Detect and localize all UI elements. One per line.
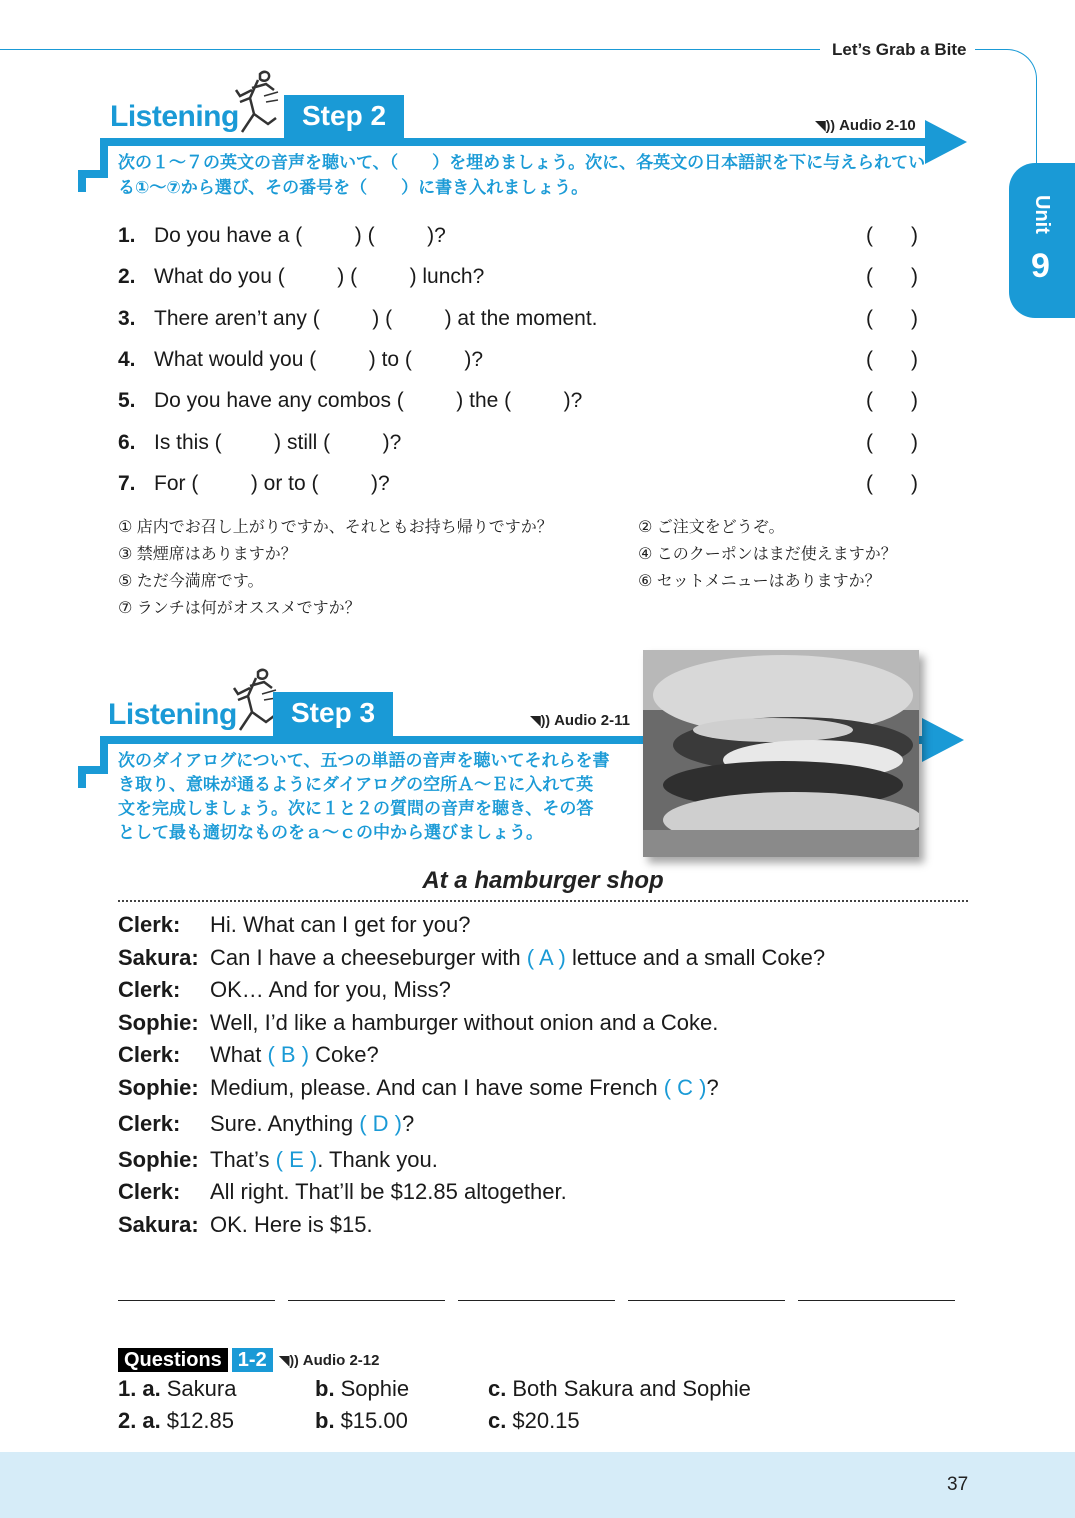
- step3-bracket: [100, 736, 108, 768]
- step3-instruction-line: き取り、意味が通るようにダイアログの空所Ａ～Ｅに入れて英: [118, 775, 594, 794]
- question-text: What would you ( ) to ( )?: [154, 348, 484, 371]
- choice-label: c.: [488, 1376, 507, 1401]
- answer-box-open: (: [866, 348, 873, 371]
- translation-1: ① 店内でお召し上がりですか、それともお持ち帰りですか？: [118, 519, 553, 536]
- answer-box[interactable]: [866, 224, 918, 248]
- translation-3: ③ 禁煙席はありますか？: [118, 546, 297, 563]
- dialog-title-divider: [118, 900, 968, 902]
- dialog-text: Hi. What can I get for you?: [210, 912, 471, 937]
- speaker-name: Clerk:: [118, 1111, 181, 1136]
- dialog-text-after: ?: [401, 1111, 415, 1136]
- translation-7: ⑦ ランチは何がオススメですか？: [118, 600, 361, 617]
- answer-line-c[interactable]: [458, 1300, 615, 1301]
- speaker-name: Sophie:: [118, 1075, 199, 1100]
- step2-bracket: [100, 138, 108, 170]
- dialog-title: At a hamburger shop: [422, 867, 664, 894]
- answer-box[interactable]: [866, 348, 918, 372]
- dialog-line: [118, 1042, 379, 1074]
- translation-4: ④ このクーポンはまだ使えますか？: [638, 546, 897, 563]
- choice-a[interactable]: [118, 1408, 234, 1434]
- questions-label: Questions: [118, 1348, 228, 1372]
- dialog-blank: ( E ): [275, 1147, 318, 1172]
- step3-audio: [530, 712, 630, 729]
- choice-a[interactable]: [118, 1376, 236, 1402]
- speaker-name: Clerk:: [118, 1179, 181, 1204]
- choice-text: Sakura: [166, 1376, 237, 1401]
- page-number: 37: [947, 1474, 969, 1495]
- choice-row: [118, 1376, 818, 1406]
- question-number: 5.: [118, 389, 136, 412]
- question-number: 1.: [118, 224, 136, 247]
- step2-instruction: [118, 150, 978, 200]
- dialog-text: Well, I’d like a hamburger without onion and a Coke.: [210, 1010, 719, 1035]
- choice-label: a.: [142, 1408, 161, 1433]
- questions-audio-label: Audio 2-12: [302, 1351, 380, 1369]
- choice-b[interactable]: [315, 1376, 409, 1402]
- question-row: [118, 431, 918, 461]
- answer-box-open: (: [866, 307, 873, 330]
- step3-listening-label: Listening: [108, 698, 237, 731]
- dialog-text-after: ?: [706, 1075, 719, 1100]
- hamburger-photo: [643, 650, 919, 857]
- answer-box[interactable]: [866, 472, 918, 496]
- footer-band: [0, 1452, 1075, 1518]
- answer-box[interactable]: [866, 307, 918, 331]
- dialog-line: [118, 912, 470, 944]
- step3-instruction-line: として最も適切なものをａ～ｃの中から選びましょう。: [118, 823, 543, 842]
- question-number: 2.: [118, 265, 136, 288]
- dialog-line: [118, 1179, 567, 1211]
- questions-header: [118, 1348, 379, 1372]
- unit-word: Unit: [1031, 195, 1053, 234]
- question-number: 3.: [118, 307, 136, 330]
- audio-wave-icon: ◥)): [530, 712, 551, 728]
- dialog-line: [118, 1010, 718, 1042]
- step3-instruction-line: 文を完成しましょう。次に１と２の質問の音声を聴き、その答: [118, 799, 594, 818]
- dialog-line: [118, 1212, 373, 1244]
- dialog-text: That’s: [210, 1147, 276, 1172]
- answer-box-close: ): [911, 348, 918, 371]
- dialog-line: [118, 1147, 438, 1179]
- question-text: Do you have any combos ( ) the ( )?: [154, 389, 583, 412]
- step2-bar: [100, 138, 940, 146]
- questions-range: 1-2: [232, 1348, 273, 1372]
- answer-line-b[interactable]: [288, 1300, 445, 1301]
- choice-label: c.: [488, 1408, 507, 1433]
- dialog-text: Can I have a cheeseburger with: [210, 945, 527, 970]
- dialog-text-after: lettuce and a small Coke?: [565, 945, 826, 970]
- questions-audio: [279, 1352, 380, 1369]
- dialog-text: OK. Here is $15.: [210, 1212, 373, 1237]
- translation-5: ⑤ ただ今満席です。: [118, 573, 264, 590]
- question-row: [118, 224, 918, 254]
- dialog-blank: ( D ): [359, 1111, 402, 1136]
- step2-audio-label: Audio 2-10: [839, 117, 916, 134]
- speaker-name: Sakura:: [118, 1212, 199, 1237]
- step2-listening-label: Listening: [110, 100, 239, 133]
- choice-text: $12.85: [166, 1408, 235, 1433]
- dialog-text: Medium, please. And can I have some French: [210, 1075, 664, 1100]
- dialog-text: All right. That’ll be $12.85 altogether.: [210, 1179, 567, 1204]
- speaker-name: Sophie:: [118, 1010, 199, 1035]
- choice-text: $15.00: [340, 1408, 408, 1433]
- dialog-text-after: Coke?: [309, 1042, 379, 1067]
- translation-6: ⑥ セットメニューはありますか？: [638, 573, 881, 590]
- choice-text: Sophie: [340, 1376, 410, 1401]
- choice-label: a.: [142, 1376, 161, 1401]
- step3-bracket-stem: [78, 766, 86, 788]
- step3-badge: Step 3: [273, 692, 393, 736]
- step3-arrow: [922, 718, 964, 762]
- dialog-text-after: . Thank you.: [317, 1147, 438, 1172]
- dialog-line: [118, 1111, 414, 1143]
- step2-bracket-stem: [78, 170, 86, 192]
- question-text: What do you ( ) ( ) lunch?: [154, 265, 485, 288]
- dialog-text: What: [210, 1042, 268, 1067]
- choice-label: b.: [315, 1408, 335, 1433]
- question-row: [118, 348, 918, 378]
- step3-instruction-line: 次のダイアログについて、五つの単語の音声を聴いてそれらを書: [118, 751, 610, 770]
- answer-box-open: (: [866, 224, 873, 247]
- question-number: 4.: [118, 348, 136, 371]
- dialog-text: Sure. Anything: [210, 1111, 360, 1136]
- step2-audio: [815, 117, 916, 134]
- step3-audio-label: Audio 2-11: [554, 712, 630, 729]
- runner-icon: [228, 66, 280, 138]
- translation-2: ② ご注文をどうぞ。: [638, 519, 785, 536]
- choice-b[interactable]: [315, 1408, 408, 1434]
- unit-number: 9: [1031, 247, 1050, 285]
- dialog-blank: ( B ): [267, 1042, 310, 1067]
- dialog-text: OK… And for you, Miss?: [210, 977, 451, 1002]
- speaker-name: Sakura:: [118, 945, 199, 970]
- question-text: For ( ) or to ( )?: [154, 472, 390, 495]
- dialog-line: [118, 977, 451, 1009]
- choice-label: 1.: [118, 1376, 137, 1401]
- choice-label: 2.: [118, 1408, 137, 1433]
- choice-text: Both Sakura and Sophie: [512, 1376, 751, 1401]
- answer-box-open: (: [866, 472, 873, 495]
- header-rule: [0, 49, 820, 50]
- question-row: [118, 307, 918, 337]
- answer-box-close: ): [911, 431, 918, 454]
- answer-box[interactable]: [866, 265, 918, 289]
- choice-c[interactable]: [488, 1408, 580, 1434]
- answer-box-open: (: [866, 389, 873, 412]
- step3-instruction: [118, 749, 638, 845]
- question-row: [118, 265, 918, 295]
- choice-label: b.: [315, 1376, 335, 1401]
- question-row: [118, 472, 918, 502]
- answer-box-close: ): [911, 389, 918, 412]
- answer-line-e[interactable]: [798, 1300, 955, 1301]
- choice-text: $20.15: [512, 1408, 580, 1433]
- question-row: [118, 389, 918, 419]
- speaker-name: Clerk:: [118, 1042, 181, 1067]
- dialog-line: [118, 945, 825, 977]
- dialog-blank: ( A ): [526, 945, 566, 970]
- dialog-line: [118, 1075, 719, 1107]
- question-text: There aren’t any ( ) ( ) at the moment.: [154, 307, 598, 330]
- answer-box-close: ): [911, 472, 918, 495]
- answer-box-close: ): [911, 265, 918, 288]
- answer-box-open: (: [866, 265, 873, 288]
- question-text: Do you have a ( ) ( )?: [154, 224, 446, 247]
- step2-badge: Step 2: [284, 95, 404, 139]
- speaker-name: Sophie:: [118, 1147, 199, 1172]
- answer-box[interactable]: [866, 389, 918, 413]
- question-text: Is this ( ) still ( )?: [154, 431, 402, 454]
- answer-box-close: ): [911, 224, 918, 247]
- answer-box-open: (: [866, 431, 873, 454]
- choice-row: [118, 1408, 818, 1438]
- step2-instruction-line1: 次の１～７の英文の音声を聴いて、（ ）を埋めましょう。次に、各英文の日本語訳を下に与えられてい: [118, 153, 926, 172]
- answer-line-a[interactable]: [118, 1300, 275, 1301]
- running-title: Let’s Grab a Bite: [832, 40, 967, 59]
- dialog-blank: ( C ): [663, 1075, 707, 1100]
- choice-c[interactable]: [488, 1376, 751, 1402]
- answer-line-d[interactable]: [628, 1300, 785, 1301]
- step2-instruction-line2: る①～⑦から選び、その番号を（ ）に書き入れましょう。: [118, 178, 589, 197]
- unit-tab: [1009, 163, 1075, 318]
- runner-icon: [226, 664, 278, 736]
- question-number: 7.: [118, 472, 136, 495]
- answer-box[interactable]: [866, 431, 918, 455]
- answer-box-close: ): [911, 307, 918, 330]
- speaker-name: Clerk:: [118, 912, 181, 937]
- speaker-name: Clerk:: [118, 977, 181, 1002]
- audio-wave-icon: ◥)): [815, 117, 836, 133]
- question-number: 6.: [118, 431, 136, 454]
- audio-wave-icon: ◥)): [278, 1351, 299, 1368]
